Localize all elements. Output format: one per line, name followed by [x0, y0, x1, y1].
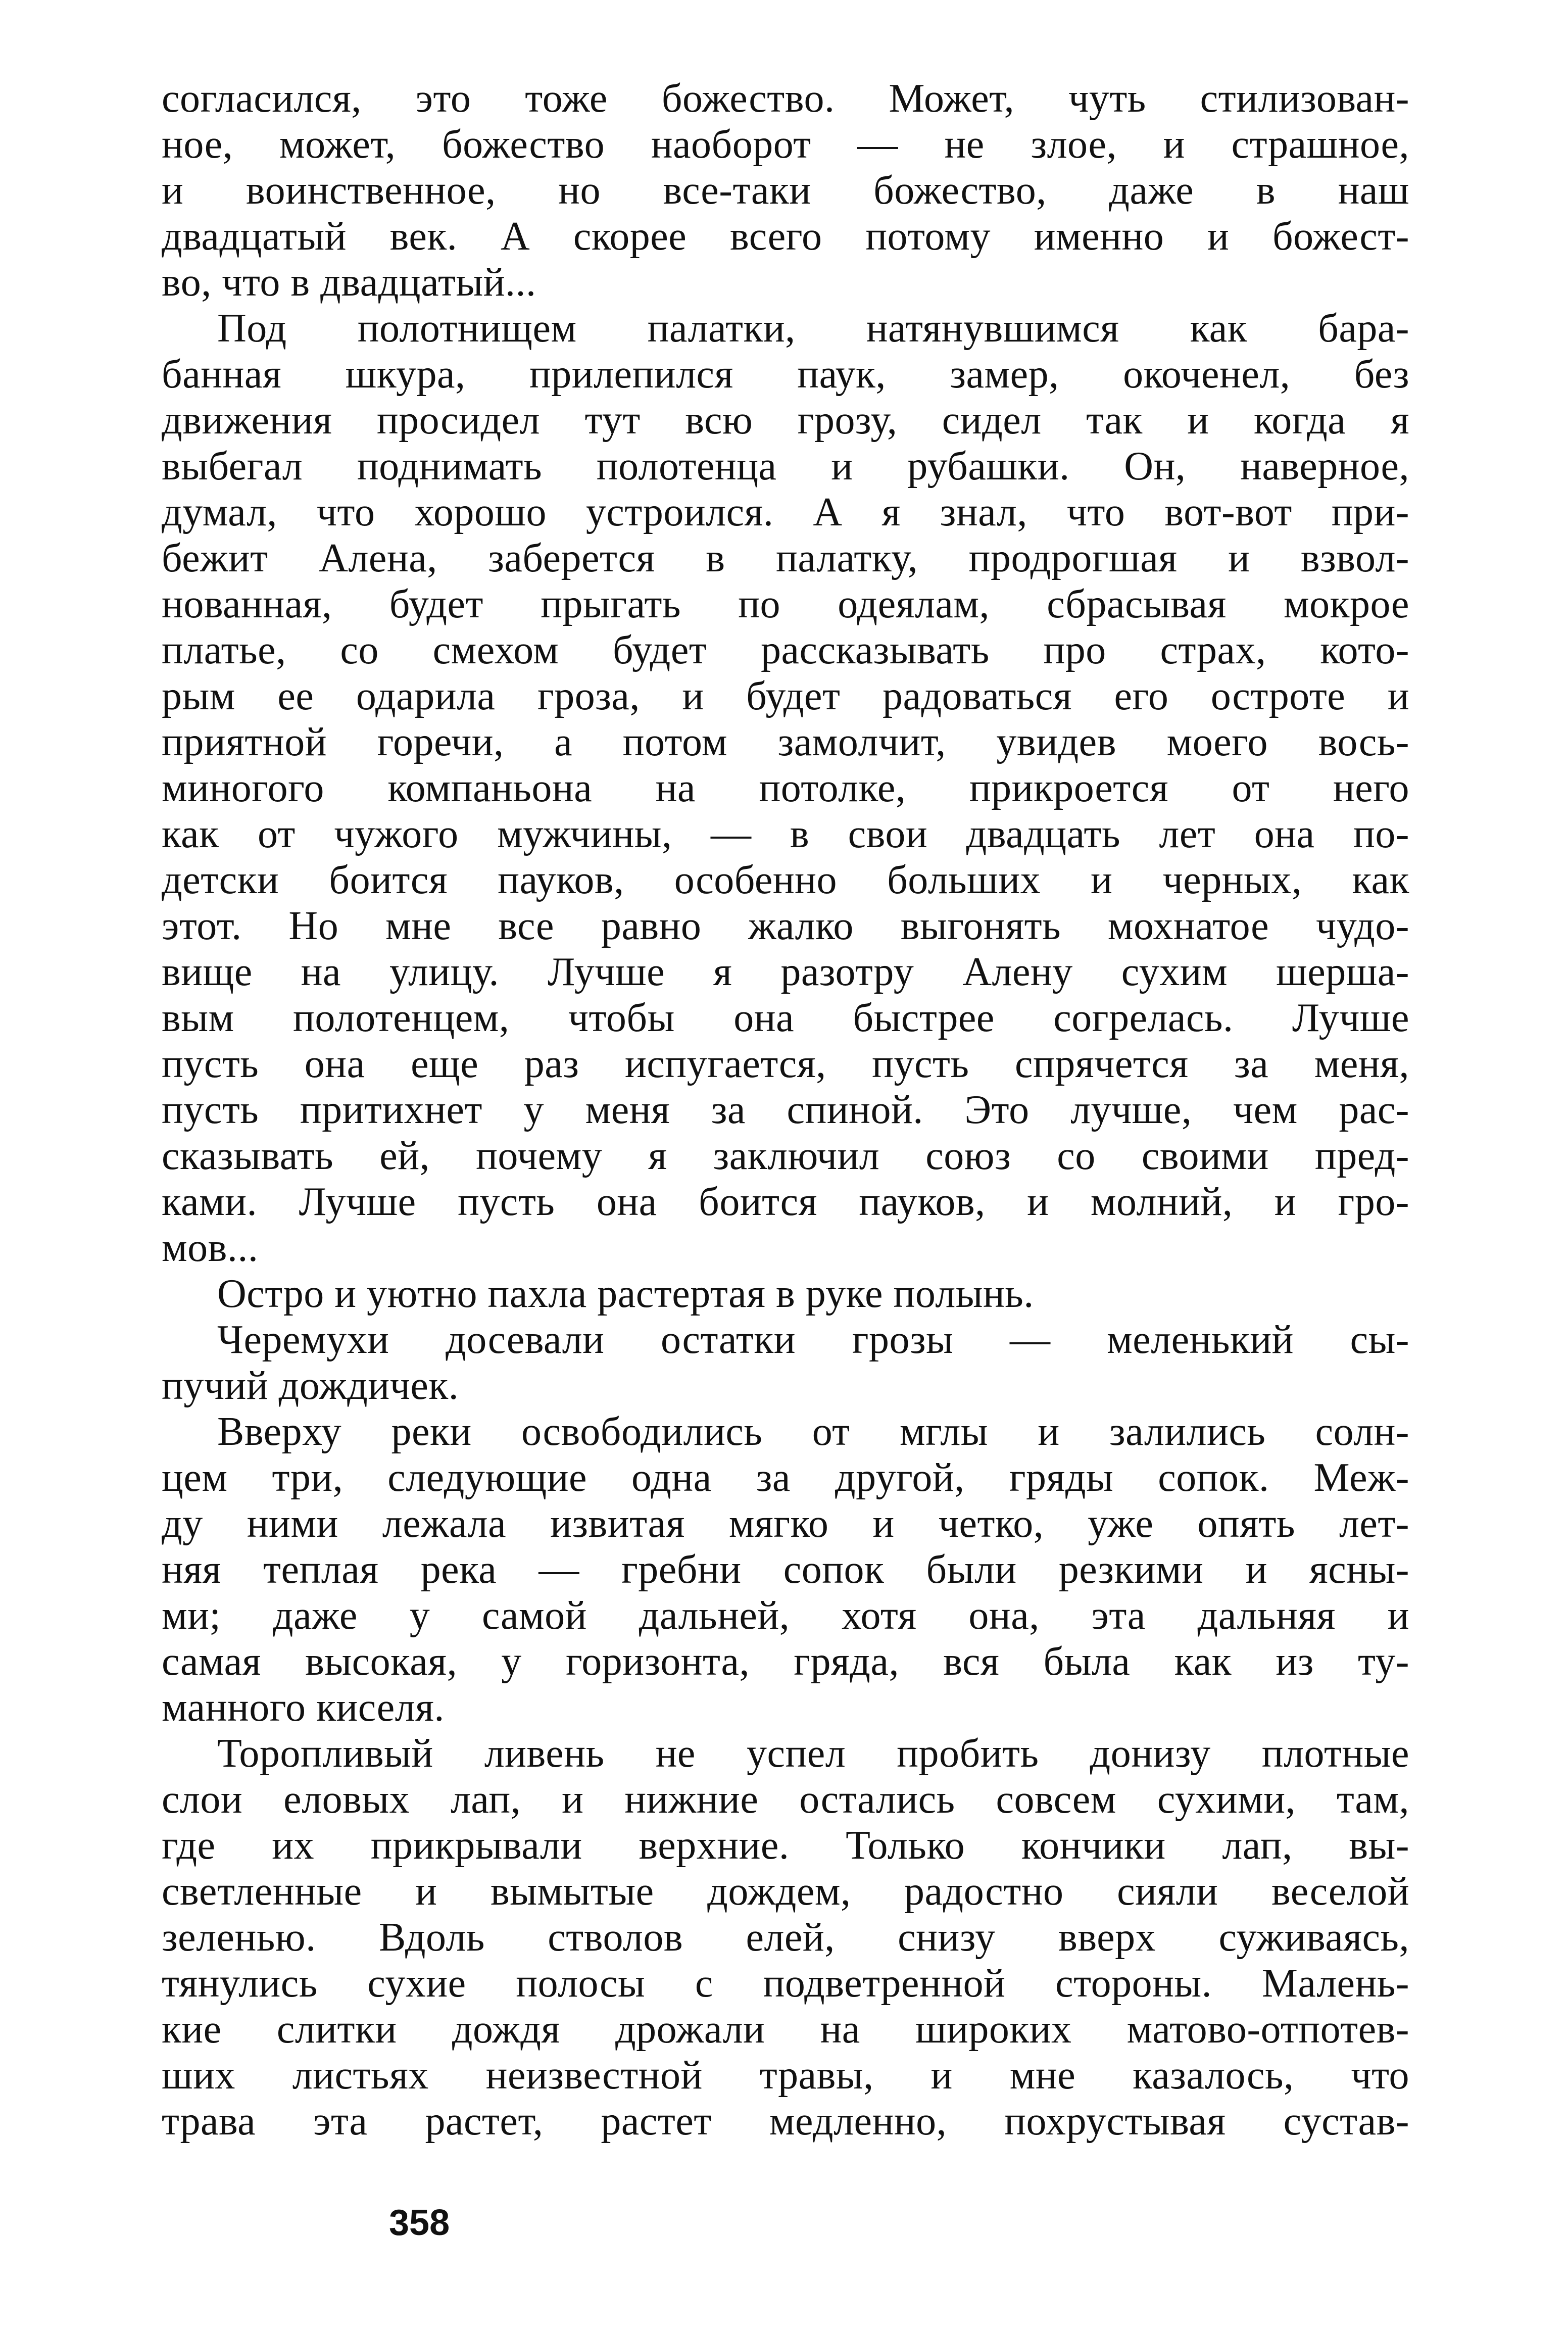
text-line: тянулись сухие полосы с подветренной стороны. Малень- [162, 1961, 1409, 2006]
text-line: пусть притихнет у меня за спиной. Это лучше, чем рас- [162, 1088, 1409, 1132]
paragraph [162, 306, 1409, 1271]
page-number: 358 [389, 2203, 450, 2243]
body-text [162, 76, 1409, 2145]
text-line: движения просидел тут всю грозу, сидел так и когда я [162, 398, 1409, 443]
text-line: слои еловых лап, и нижние остались совсем сухими, там, [162, 1777, 1409, 1822]
text-line: трава эта растет, растет медленно, похрустывая сустав- [162, 2099, 1409, 2144]
text-line: нованная, будет прыгать по одеялам, сбрасывая мокрое [162, 582, 1409, 626]
text-line: Вверху реки освободились от мглы и залились солн- [217, 1409, 1409, 1454]
paragraph [162, 1409, 1409, 1731]
text-line: приятной горечи, а потом замолчит, увидев моего вось- [162, 720, 1409, 764]
text-line: двадцатый век. А скорее всего потому именно и божест- [162, 214, 1409, 259]
text-line: Черемухи досевали остатки грозы — меленький сы- [217, 1318, 1409, 1362]
text-line: сказывать ей, почему я заключил союз со своими пред- [162, 1134, 1409, 1178]
text-line: пучий дождичек. [162, 1364, 459, 1408]
text-line: и воинственное, но все-таки божество, даже в наш [162, 168, 1409, 213]
text-line: миногого компаньона на потолке, прикроется от него [162, 766, 1409, 810]
text-line: рым ее одарила гроза, и будет радоваться его остроте и [162, 674, 1409, 718]
text-line: как от чужого мужчины, — в свои двадцать лет она по- [162, 812, 1409, 856]
text-line: ками. Лучше пусть она боится пауков, и молний, и гро- [162, 1180, 1409, 1224]
text-line: где их прикрывали верхние. Только кончики лап, вы- [162, 1823, 1409, 1868]
text-line: Остро и уютно пахла растертая в руке полынь. [217, 1272, 1034, 1316]
text-line: вище на улицу. Лучше я разотру Алену сухим шерша- [162, 950, 1409, 994]
text-line: светленные и вымытые дождем, радостно сияли веселой [162, 1869, 1409, 1914]
text-line: Торопливый ливень не успел пробить донизу плотные [217, 1731, 1409, 1776]
text-line: согласился, это тоже божество. Может, чуть стилизован- [162, 76, 1409, 121]
text-line: ду ними лежала извитая мягко и четко, уже опять лет- [162, 1501, 1409, 1546]
text-line: мов... [162, 1226, 259, 1270]
text-line: во, что в двадцатый... [162, 260, 536, 305]
text-line: детски боится пауков, особенно больших и черных, как [162, 858, 1409, 902]
text-line: ми; даже у самой дальней, хотя она, эта дальняя и [162, 1593, 1409, 1638]
paragraph [162, 1271, 1409, 1317]
text-line: бежит Алена, заберется в палатку, продрогшая и взвол- [162, 536, 1409, 580]
text-line: вым полотенцем, чтобы она быстрее согрелась. Лучше [162, 996, 1409, 1040]
text-line: ное, может, божество наоборот — не злое, и страшное, [162, 122, 1409, 167]
text-line: пусть она еще раз испугается, пусть спрячется за меня, [162, 1042, 1409, 1086]
paragraph [162, 1317, 1409, 1409]
text-line: Под полотнищем палатки, натянувшимся как бара- [217, 306, 1409, 351]
text-line: самая высокая, у горизонта, гряда, вся была как из ту- [162, 1639, 1409, 1684]
text-line: няя теплая река — гребни сопок были резкими и ясны- [162, 1547, 1409, 1592]
text-line: манного киселя. [162, 1685, 445, 1730]
text-line: платье, со смехом будет рассказывать про страх, кото- [162, 628, 1409, 672]
paragraph [162, 76, 1409, 306]
text-line: банная шкура, прилепился паук, замер, окоченел, без [162, 352, 1409, 397]
text-line: ших листьях неизвестной травы, и мне казалось, что [162, 2053, 1409, 2098]
text-line: зеленью. Вдоль стволов елей, снизу вверх суживаясь, [162, 1915, 1409, 1960]
text-line: думал, что хорошо устроился. А я знал, что вот-вот при- [162, 490, 1409, 534]
paragraph [162, 1731, 1409, 2145]
text-line: кие слитки дождя дрожали на широких матово-отпотев- [162, 2007, 1409, 2052]
text-line: выбегал поднимать полотенца и рубашки. Он, наверное, [162, 444, 1409, 489]
text-line: этот. Но мне все равно жалко выгонять мохнатое чудо- [162, 904, 1409, 948]
text-line: цем три, следующие одна за другой, гряды сопок. Меж- [162, 1455, 1409, 1500]
